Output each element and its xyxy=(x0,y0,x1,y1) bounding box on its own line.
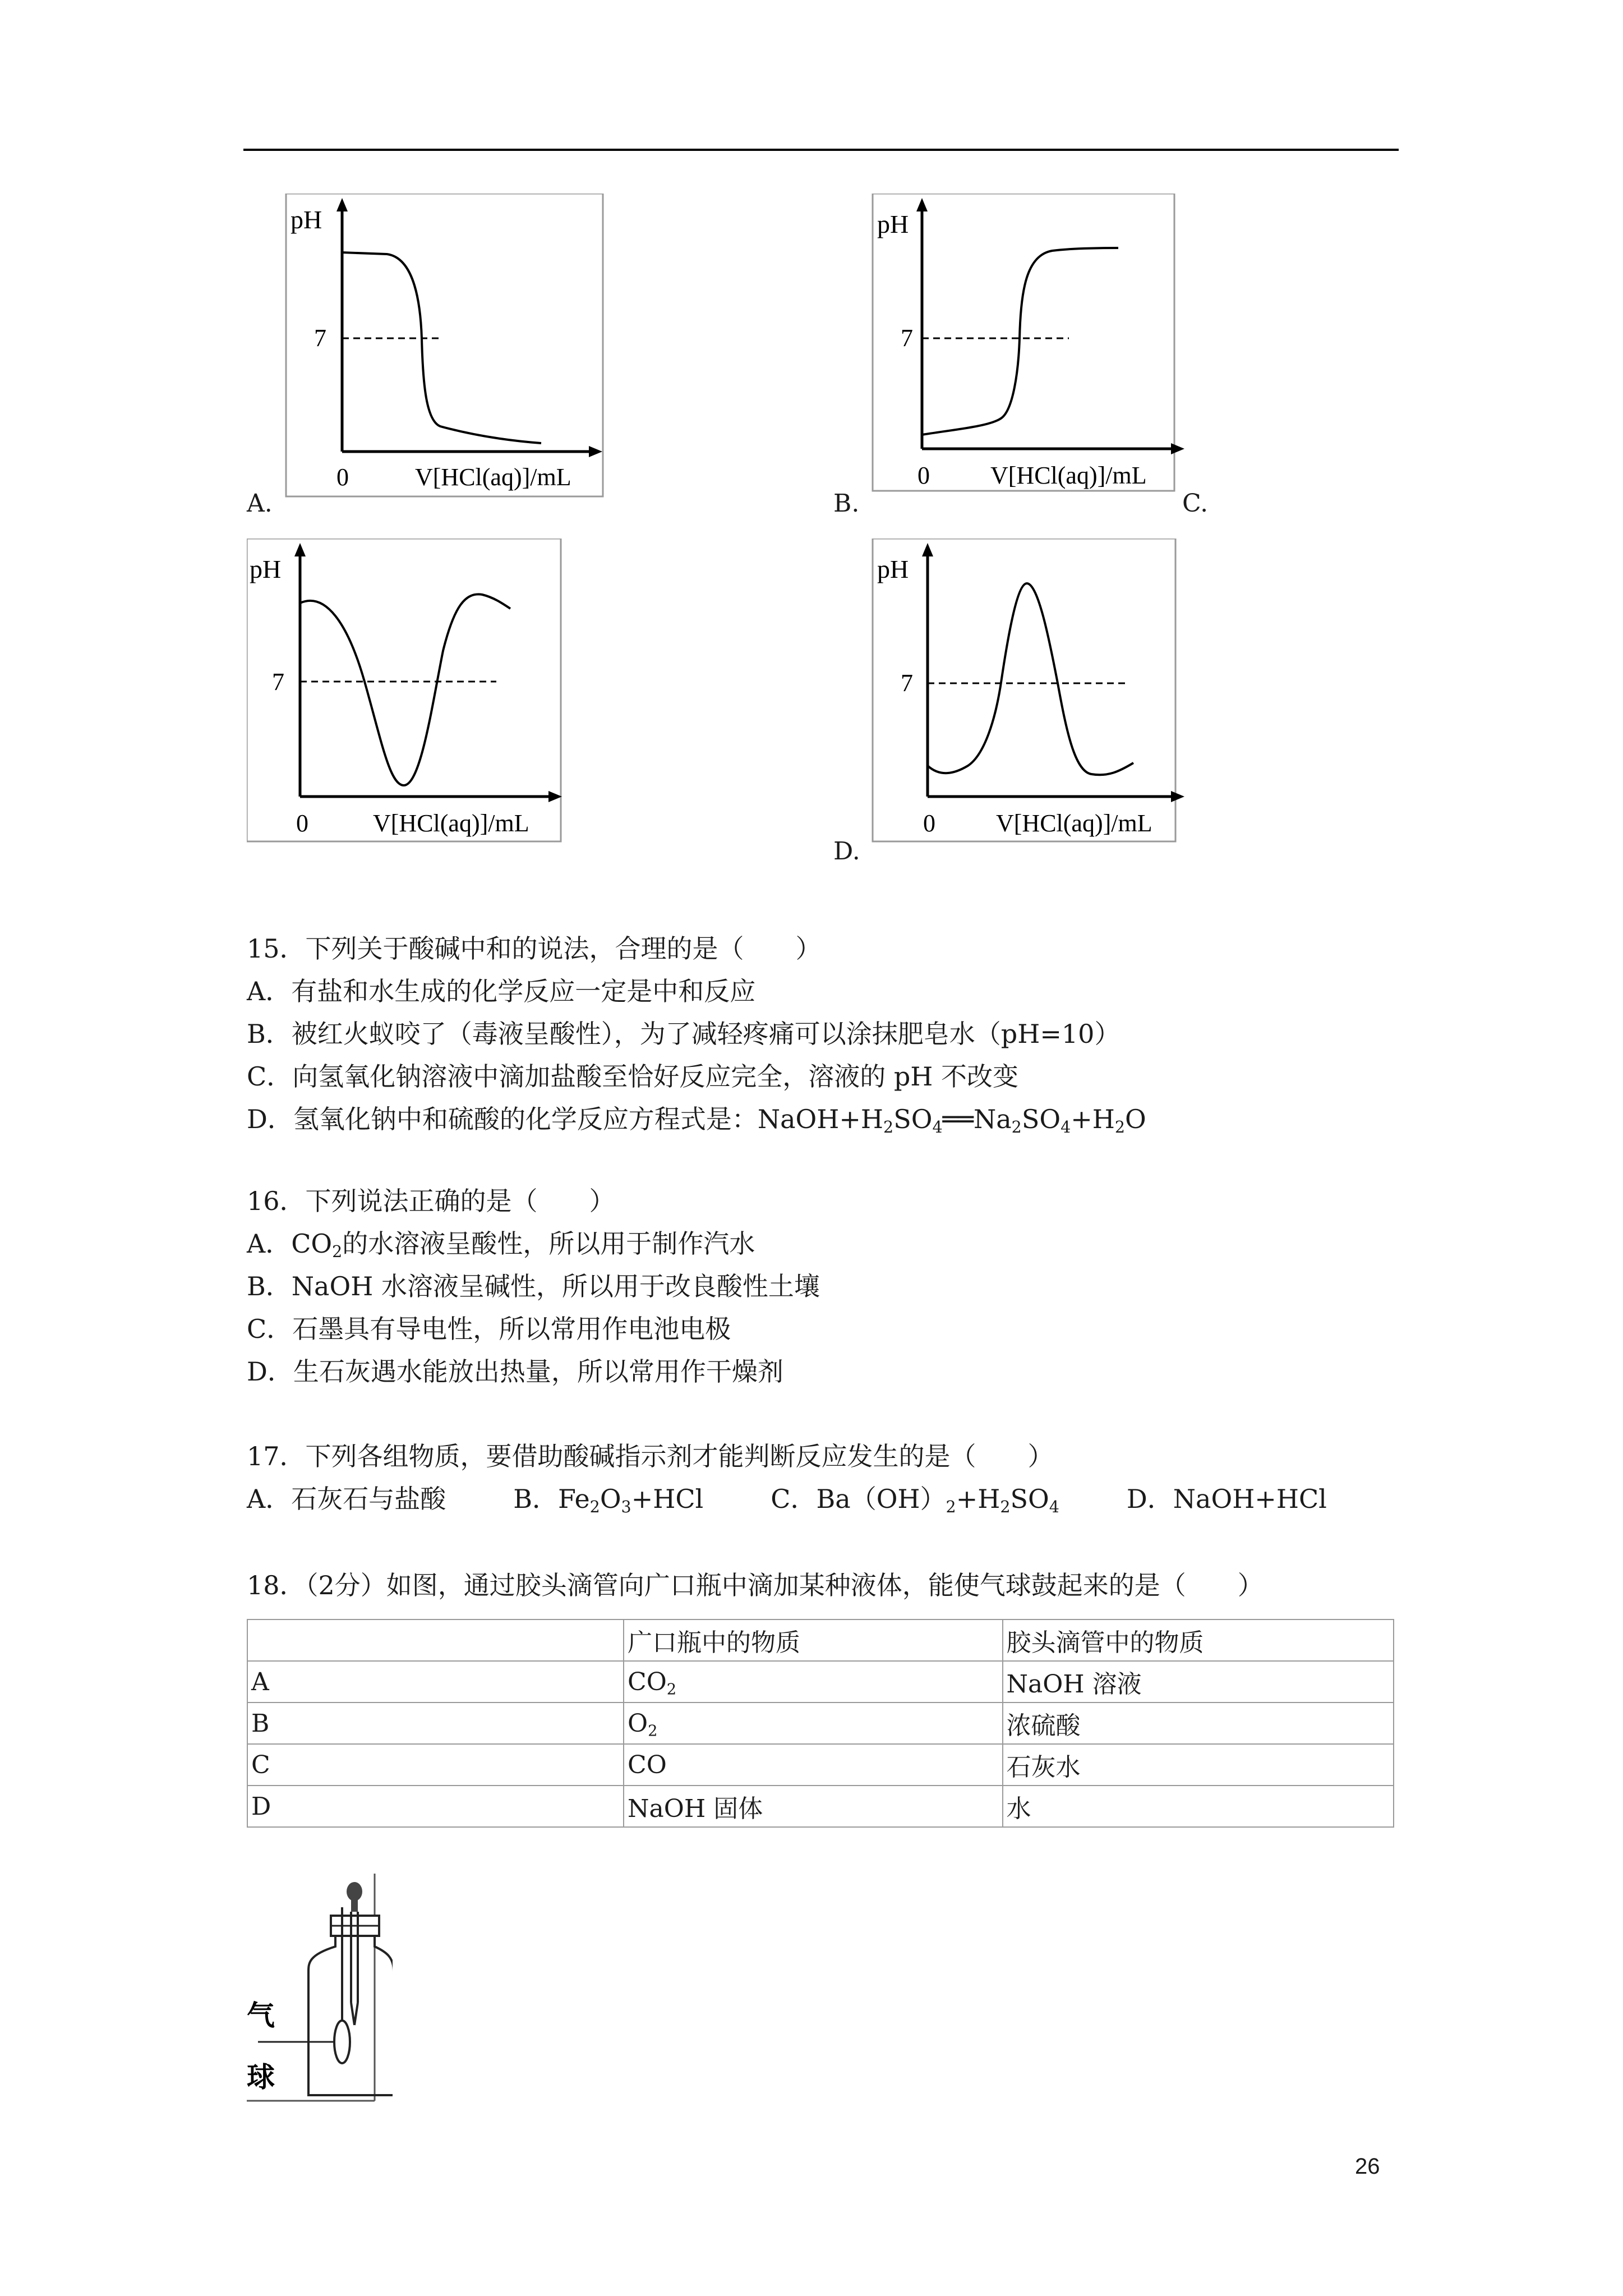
balloon-label-bottom: 球 xyxy=(247,2061,275,2093)
option-label-d: D. xyxy=(833,837,860,866)
q15-option-c: C．向氢氧化钠溶液中滴加盐酸至恰好反应完全，溶液的 pH 不改变 xyxy=(247,1061,1019,1092)
question-17 xyxy=(247,1439,1402,1524)
q16-option-b: B．NaOH 水溶液呈碱性，所以用于改良酸性土壤 xyxy=(247,1271,820,1301)
q16-option-d: D．生石灰遇水能放出热量，所以常用作干燥剂 xyxy=(247,1356,783,1387)
graph-option-c xyxy=(247,539,606,855)
table-row xyxy=(247,1786,1394,1827)
graph-b-origin: 0 xyxy=(917,462,930,489)
graph-d-ylabel: pH xyxy=(877,555,909,583)
q15-option-d: D．氢氧化钠中和硫酸的化学反应方程式是：$NaOH+H_2SO_4══Na_2SO_4+H_2O$ xyxy=(247,1104,1146,1137)
q17-option-c: C．$Ba(OH)_2+H_2SO_4$ xyxy=(771,1484,1059,1516)
q17-stem: 17．下列各组物质，要借助酸碱指示剂才能判断反应发生的是（ ） xyxy=(247,1441,1054,1471)
graph-option-a xyxy=(247,194,606,510)
header-rule xyxy=(243,149,1399,151)
option-label-c: C. xyxy=(1182,489,1209,518)
option-label-b: B. xyxy=(833,489,860,518)
graph-d-origin: 0 xyxy=(923,809,935,837)
question-15 xyxy=(247,931,1402,1144)
q17-option-d: D．NaOH+HCl xyxy=(1126,1484,1327,1514)
graph-option-d xyxy=(833,539,1192,855)
graph-a-ylabel: pH xyxy=(291,205,322,234)
graph-c-ref-label: 7 xyxy=(272,668,284,696)
bottle-substance: NaOH 固体 xyxy=(624,1786,1002,1827)
bottle-substance: $O_2$ xyxy=(624,1703,1002,1744)
q16-stem: 16．下列说法正确的是（ ） xyxy=(247,1186,615,1216)
bottle-substance: $CO_2$ xyxy=(624,1661,1002,1703)
option-label-a: A. xyxy=(247,489,273,518)
dropper-substance: 石灰水 xyxy=(1003,1744,1394,1786)
table-header-cell: 胶头滴管中的物质 xyxy=(1003,1619,1394,1661)
graph-b-xlabel: V[HCl(aq)]/mL xyxy=(990,462,1147,489)
q18-table xyxy=(247,1619,1394,1828)
row-label: B xyxy=(247,1703,624,1744)
graph-d-ref-label: 7 xyxy=(901,669,913,697)
graph-option-b xyxy=(833,194,1192,510)
q17-option-a: A．石灰石与盐酸 xyxy=(247,1484,446,1514)
bottle-substance: CO xyxy=(624,1744,1002,1786)
row-label: C xyxy=(247,1744,624,1786)
graph-b-ylabel: pH xyxy=(877,210,909,238)
q18-stem: 18．（2分）如图，通过胶头滴管向广口瓶中滴加某种液体，能使气球鼓起来的是（ ） xyxy=(247,1570,1264,1600)
question-16 xyxy=(247,1184,1402,1397)
page-number: 26 xyxy=(1355,2154,1380,2179)
balloon-bottle-apparatus xyxy=(247,1874,393,2106)
graph-a-xlabel: V[HCl(aq)]/mL xyxy=(415,463,571,491)
q15-stem: 15．下列关于酸碱中和的说法，合理的是（ ） xyxy=(247,933,822,964)
q16-option-a: A．$CO_2$的水溶液呈酸性，所以用于制作汽水 xyxy=(247,1228,755,1261)
question-18 xyxy=(247,1568,1402,1611)
table-row xyxy=(247,1744,1394,1786)
graph-c-ylabel: pH xyxy=(250,555,282,583)
dropper-substance: NaOH 溶液 xyxy=(1003,1661,1394,1703)
table-header-cell xyxy=(247,1619,624,1661)
dropper-substance: 水 xyxy=(1003,1786,1394,1827)
q15-option-b: B．被红火蚁咬了（毒液呈酸性），为了减轻疼痛可以涂抹肥皂水（pH=10） xyxy=(247,1019,1121,1049)
row-label: A xyxy=(247,1661,624,1703)
graph-a-origin: 0 xyxy=(336,463,349,491)
q17-options xyxy=(247,1481,1402,1524)
graph-a-ref-label: 7 xyxy=(314,324,326,352)
q16-option-c: C．石墨具有导电性，所以常用作电池电极 xyxy=(247,1314,731,1344)
dropper-bulb-icon xyxy=(347,1882,362,1901)
table-row xyxy=(247,1661,1394,1703)
balloon-label-top: 气 xyxy=(247,1999,275,2032)
graph-c-xlabel: V[HCl(aq)]/mL xyxy=(373,809,529,837)
balloon-icon xyxy=(334,2021,350,2063)
q15-option-a: A．有盐和水生成的化学反应一定是中和反应 xyxy=(247,976,756,1006)
graph-d-xlabel: V[HCl(aq)]/mL xyxy=(996,809,1152,837)
dropper-substance: 浓硫酸 xyxy=(1003,1703,1394,1744)
table-row xyxy=(247,1703,1394,1744)
graph-c-origin: 0 xyxy=(296,809,308,837)
graph-b-ref-label: 7 xyxy=(901,324,913,352)
table-header-row xyxy=(247,1619,1394,1661)
q17-option-b: B．$Fe_2O_3+HCl$ xyxy=(513,1484,704,1516)
table-header-cell: 广口瓶中的物质 xyxy=(624,1619,1002,1661)
row-label: D xyxy=(247,1786,624,1827)
